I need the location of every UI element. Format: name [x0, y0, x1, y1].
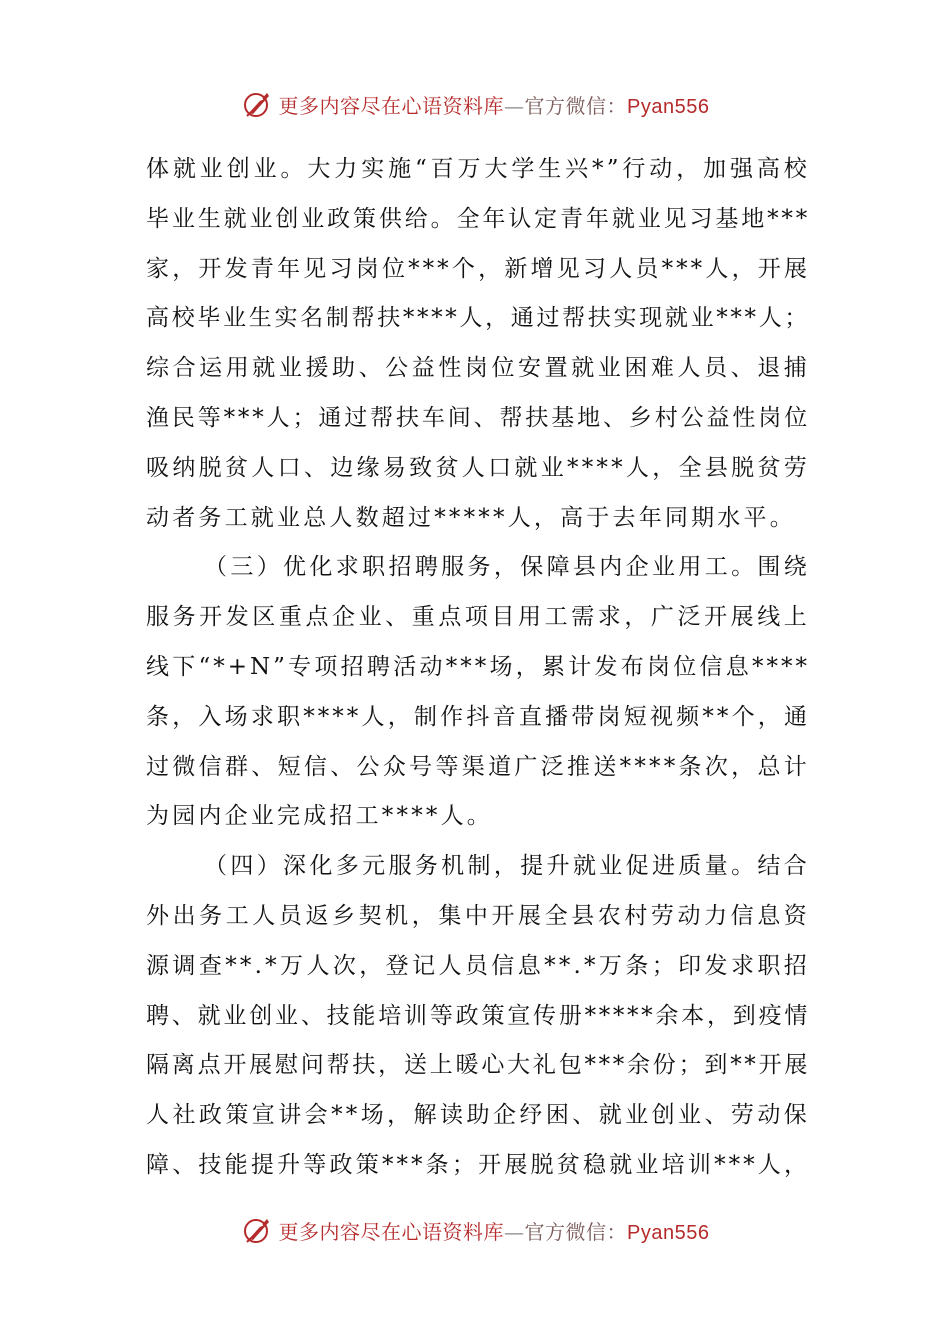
body-line-19: 隔离点开展慰问帮扶，送上暖心大礼包***余份；到**开展	[146, 1052, 810, 1079]
body-line-12: 条，入场求职****人，制作抖音直播带岗短视频**个，通	[146, 703, 810, 730]
body-line-1: 体就业创业。大力实施“百万大学生兴*”行动，加强高校	[146, 156, 810, 182]
body-line-8: 动者务工就业总人数超过*****人，高于去年同期水平。	[146, 504, 796, 531]
body-line-15: （四）深化多元服务机制，提升就业促进质量。结合	[204, 853, 810, 880]
body-line-3: 家，开发青年见习岗位***个，新增见习人员***人，开展	[146, 255, 810, 282]
body-line-14: 为园内企业完成招工****人。	[146, 803, 493, 830]
body-line-17: 源调查**.*万人次，登记人员信息**.*万条；印发求职招	[146, 952, 810, 979]
body-line-6: 渔民等***人；通过帮扶车间、帮扶基地、乡村公益性岗位	[146, 404, 810, 431]
body-text	[146, 145, 810, 1191]
body-line-18: 聘、就业创业、技能培训等政策宣传册*****余本，到疫情	[146, 1002, 810, 1029]
quill-logo-icon	[241, 1213, 275, 1247]
body-line-21: 障、技能提升等政策***条；开展脱贫稳就业培训***人，	[146, 1151, 810, 1178]
footer-watermark-banner	[0, 1210, 950, 1250]
header-watermark-banner	[0, 84, 950, 124]
quill-logo-icon	[241, 87, 275, 121]
banner-text: 更多内容尽在心语资料库—官方微信：Pyan556	[278, 1219, 710, 1244]
body-line-5: 综合运用就业援助、公益性岗位安置就业困难人员、退捕	[146, 355, 810, 382]
body-line-7: 吸纳脱贫人口、边缘易致贫人口就业****人，全县脱贫劳	[146, 454, 810, 481]
body-line-4: 高校毕业生实名制帮扶****人，通过帮扶实现就业***人；	[146, 305, 810, 332]
body-line-10: 服务开发区重点企业、重点项目用工需求，广泛开展线上	[146, 604, 810, 631]
banner-text: 更多内容尽在心语资料库—官方微信：Pyan556	[278, 93, 710, 118]
body-line-16: 外出务工人员返乡契机，集中开展全县农村劳动力信息资	[146, 902, 810, 929]
body-line-13: 过微信群、短信、公众号等渠道广泛推送****条次，总计	[146, 753, 810, 780]
body-line-11: 线下“*+N”专项招聘活动***场，累计发布岗位信息****	[146, 653, 810, 680]
body-line-9: （三）优化求职招聘服务，保障县内企业用工。围绕	[204, 554, 810, 581]
body-line-20: 人社政策宣讲会**场，解读助企纾困、就业创业、劳动保	[146, 1102, 810, 1129]
body-line-2: 毕业生就业创业政策供给。全年认定青年就业见习基地***	[146, 205, 810, 232]
